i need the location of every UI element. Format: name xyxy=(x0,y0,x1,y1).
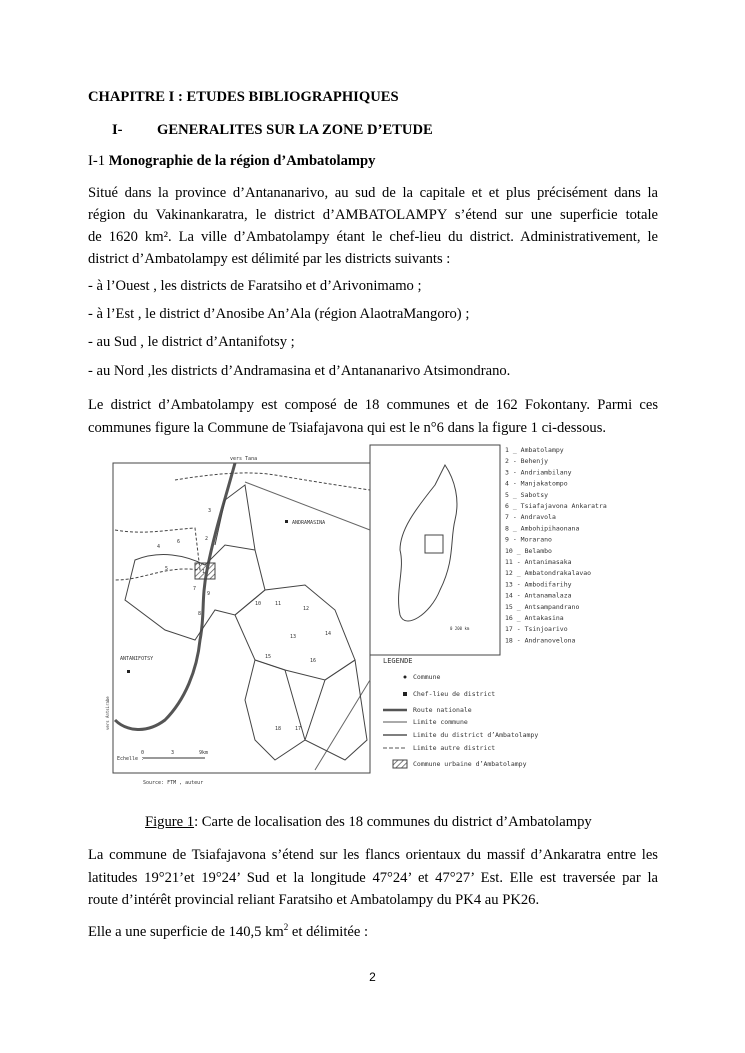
commune-list-item: 1 _ Ambatolampy xyxy=(505,446,564,454)
paragraph-line: de 1620 km². La ville d’Ambatolampy étant le chef-lieu du district. Administrativement, le xyxy=(88,229,658,245)
legend-item xyxy=(383,744,495,752)
map-commune-number: 12 xyxy=(303,606,310,612)
map-commune-number: 11 xyxy=(275,601,282,607)
map-commune-number: 5 xyxy=(165,566,169,572)
map-label-north: vers Tana xyxy=(230,456,258,462)
section-number: I- xyxy=(112,122,123,138)
subsection-heading xyxy=(88,150,658,172)
map-commune-number: 8 xyxy=(198,611,202,617)
paragraph-line: latitudes 19°21’et 19°24’ Sud et la longitude 47°24’ et 47°27’ Est. Elle est traversée par la xyxy=(88,870,658,886)
map-commune-number: 3 xyxy=(208,508,212,514)
map-commune-number: 18 xyxy=(275,726,282,732)
superscript: 2 xyxy=(283,922,289,932)
legend-label: Chef-lieu de district xyxy=(413,690,496,698)
commune-list-item: 3 - Andriambilany xyxy=(505,468,572,477)
legend-item xyxy=(383,718,468,726)
page-number: 2 xyxy=(369,970,376,984)
section-title: GENERALITES SUR LA ZONE D’ETUDE xyxy=(157,122,433,138)
scale-tick: 3 xyxy=(171,750,175,756)
legend-item xyxy=(393,760,527,768)
chapter-title: CHAPITRE I : ETUDES BIBLIOGRAPHIQUES xyxy=(88,89,399,105)
scale-tick: 9km xyxy=(199,750,209,756)
legend-item xyxy=(383,731,538,739)
map-commune-number: 7 xyxy=(193,586,197,592)
text: et délimitée : xyxy=(288,923,369,940)
commune-list-item: 14 - Antanamalaza xyxy=(505,591,572,600)
commune-list-item: 9 - Morarano xyxy=(505,535,552,544)
map-source: Source: FTM , auteur xyxy=(143,780,204,786)
legend-label: Limite autre district xyxy=(413,744,496,752)
commune-list-item: 15 _ Antsampandrano xyxy=(505,602,580,611)
bullet-item: - à l’Est , le district d’Anosibe An’Ala (région AlaotraMangoro) ; xyxy=(88,306,470,322)
commune-list-item: 13 - Ambodifarihy xyxy=(505,580,572,589)
figure-label: Figure 1 xyxy=(145,814,195,830)
map-commune-number: 1 xyxy=(202,569,206,575)
commune-list-item: 16 _ Antakasina xyxy=(505,614,564,622)
legend-item xyxy=(404,673,441,681)
scale-label: Echelle : xyxy=(117,756,145,762)
commune-list-item: 17 - Tsinjoarivo xyxy=(505,625,568,634)
paragraph-line: Situé dans la province d’Antananarivo, au sud de la capitale et et plus précisément dans la xyxy=(88,185,658,201)
map-label-side: vers Antsirabe xyxy=(105,696,110,730)
map-commune-number: 6 xyxy=(177,539,181,545)
map-commune-number: 15 xyxy=(265,654,272,660)
bullet-item: - au Nord ,les districts d’Andramasina et d’Antananarivo Atsimondrano. xyxy=(88,363,511,379)
paragraph-line: La commune de Tsiafajavona s’étend sur les flancs orientaux du massif d’Ankaratra entre les xyxy=(88,847,658,863)
text: Elle a une superficie de 140,5 km xyxy=(88,923,284,940)
bullet-item: - au Sud , le district d’Antanifotsy ; xyxy=(88,334,295,350)
map-commune-number: 16 xyxy=(310,658,317,664)
subsection-title: Monographie de la région d’Ambatolampy xyxy=(108,153,376,169)
district-map-figure xyxy=(105,440,660,790)
map-commune-number: 2 xyxy=(205,536,209,542)
commune-list-item: 11 - Antanimasaka xyxy=(505,558,572,566)
legend-title: LEGENDE xyxy=(383,657,413,665)
commune-list-item: 5 _ Sabotsy xyxy=(505,490,549,499)
map-commune-number: 17 xyxy=(295,726,302,732)
commune-list-item: 10 _ Belambo xyxy=(505,546,552,555)
commune-list-item: 4 - Manjakatompo xyxy=(505,479,568,488)
map-commune-number: 10 xyxy=(255,601,262,607)
paragraph-line: région du Vakinankaratra, le district d’AMBATOLAMPY s’étend sur une superficie totale xyxy=(88,207,658,223)
map-label-antanifotsy: ANTANIFOTSY xyxy=(120,656,154,662)
paragraph-line: Le district d’Ambatolampy est composé de 18 communes et de 162 Fokontany. Parmi ces xyxy=(88,397,658,413)
legend-item xyxy=(403,690,495,698)
paragraph-line: communes figure la Commune de Tsiafajavona qui est le n°6 dans la figure 1 ci-dessous. xyxy=(88,420,607,436)
figure-caption xyxy=(145,811,715,833)
inset-frame xyxy=(370,445,500,655)
commune-list-item: 18 - Andranovelona xyxy=(505,636,576,645)
legend-label: Limite commune xyxy=(413,718,468,726)
map-commune-number: 4 xyxy=(157,544,161,550)
commune-list-item: 6 _ Tsiafajavona Ankaratra xyxy=(505,502,607,510)
legend-label: Commune xyxy=(413,673,441,681)
commune-list-item: 12 _ Ambatondrakalavao xyxy=(505,569,592,578)
commune-list-item: 7 - Andravola xyxy=(505,513,556,522)
map-commune-number: 9 xyxy=(207,591,211,597)
route-nationale xyxy=(115,463,235,729)
caption-text: : Carte de localisation des 18 communes du district d’Ambatolampy xyxy=(194,814,592,830)
scale-tick: 0 xyxy=(141,750,145,756)
legend-item xyxy=(383,706,472,714)
map-label-andramasina: ANDRAMASINA xyxy=(292,520,326,526)
map-commune-number: 14 xyxy=(325,631,332,637)
commune-list-item: 8 _ Ambohipihaonana xyxy=(505,524,580,533)
madagascar-outline xyxy=(399,465,457,621)
bullet-item: - à l’Ouest , les districts de Faratsiho et d’Arivonimamo ; xyxy=(88,278,422,294)
paragraph-line xyxy=(88,916,658,943)
paragraph-line: district d’Ambatolampy est délimité par les districts suivants : xyxy=(88,251,451,267)
map-commune-number: 13 xyxy=(290,634,297,640)
paragraph-line: route d’intérêt provincial reliant Faratsiho et Ambatolampy du PK4 au PK26. xyxy=(88,892,540,908)
inset-scale: 0 200 km xyxy=(450,626,470,631)
legend-label: Route nationale xyxy=(413,706,472,714)
legend-label: Commune urbaine d’Ambatolampy xyxy=(413,760,527,768)
legend-label: Limite du district d’Ambatolampy xyxy=(413,731,539,739)
subsection-number: I-1 xyxy=(88,153,106,169)
commune-list-item: 2 - Behenjy xyxy=(505,457,549,466)
